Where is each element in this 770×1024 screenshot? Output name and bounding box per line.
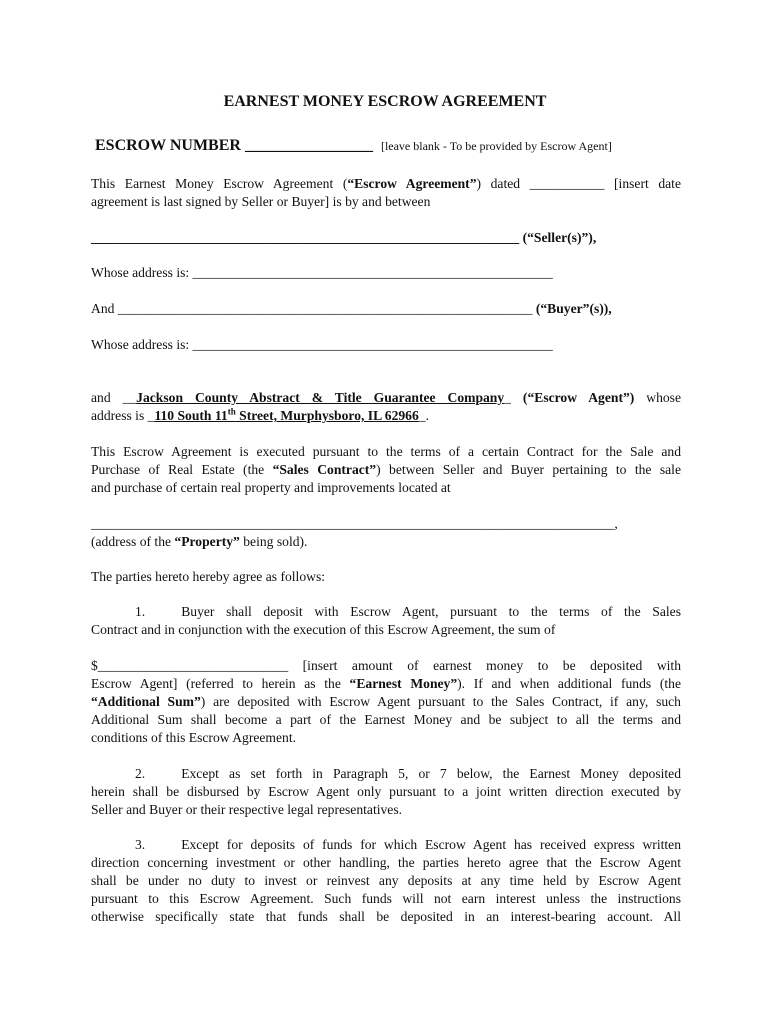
p3-line-1	[91, 836, 681, 854]
p3-line-3: shall be under no duty to invest or reinvest any deposits at any time held by Escrow Agent	[91, 873, 681, 888]
buyer-address-line: Whose address is: _____________________________________________________	[91, 337, 553, 352]
p3-number: 3.	[135, 837, 146, 852]
seller-blank: _______________________________________________________________	[91, 230, 520, 245]
earnest-money-term: “Earnest Money”	[349, 676, 458, 691]
seller-label: (“Seller(s)”),	[522, 230, 597, 245]
intro-escrow-agreement-term: “Escrow Agreement”	[347, 176, 477, 191]
p3-line-2: direction concerning investment or other handling, the parties hereto agree that the Escrow Agent	[91, 855, 681, 870]
additional-sum-term: “Additional Sum”	[91, 694, 201, 709]
escrow-agent-address-number: 110 South 11	[154, 408, 228, 423]
seller-address-line: Whose address is: _____________________________________________________	[91, 265, 553, 280]
contract-line-3: and purchase of certain real property and improvements located at	[91, 480, 451, 495]
intro-text-mid: ) dated ___________ [insert date	[476, 176, 681, 191]
buyer-label: (“Buyer”(s)),	[535, 301, 612, 316]
money-line-3	[91, 693, 681, 711]
escrow-agent-address-pre: address is _	[91, 408, 155, 423]
property-caption-post: being sold).	[239, 534, 308, 549]
seller-line	[91, 229, 596, 247]
p2-line-3: Seller and Buyer or their respective legal representatives.	[91, 802, 403, 817]
escrow-agent-line-1	[91, 389, 681, 407]
property-blank: _____________________________________________________________________________,	[91, 516, 618, 531]
p1-number: 1.	[135, 604, 146, 619]
p3-text-1: Except for deposits of funds for which Escrow Agent has received express written	[181, 837, 681, 852]
p3-line-4: pursuant to this Escrow Agreement. Such funds will not earn interest unless the instructions	[91, 891, 681, 906]
intro-line-1	[91, 175, 681, 193]
p1-line-1	[91, 603, 681, 621]
p1-text-1: Buyer shall deposit with Escrow Agent, pursuant to the terms of the Sales	[181, 604, 681, 619]
money-line-4: Additional Sum shall become a part of the Earnest Money and be subject to all the terms and	[91, 712, 681, 727]
escrow-agent-company: Jackson County Abstract & Title Guarantee Company	[136, 390, 505, 405]
escrow-agent-address-post: _.	[418, 408, 429, 423]
document-title: EARNEST MONEY ESCROW AGREEMENT	[223, 93, 547, 110]
agree-line: The parties hereto hereby agree as follows:	[91, 569, 326, 584]
escrow-agent-pre: and __	[91, 390, 137, 405]
contract-line-1: This Escrow Agreement is executed pursuant to the terms of a certain Contract for the Sale and	[91, 444, 681, 459]
sales-contract-term: “Sales Contract”	[272, 462, 377, 477]
escrow-number-line	[95, 137, 612, 155]
contract-line-2	[91, 461, 681, 479]
money-line-1: $____________________________ [insert amount of earnest money to be deposited with	[91, 658, 681, 673]
p2-number: 2.	[135, 766, 146, 781]
buyer-line	[91, 300, 612, 318]
property-caption-pre: (address of the	[91, 534, 175, 549]
buyer-blank: And _____________________________________________________________	[91, 301, 533, 316]
escrow-agent-label: (“Escrow Agent”)	[522, 390, 635, 405]
money-line-3-post: ) are deposited with Escrow Agent pursuant to the Sales Contract, if any, such	[200, 694, 681, 709]
p2-line-2: herein shall be disbursed by Escrow Agent only pursuant to a joint written direction executed by	[91, 784, 681, 799]
escrow-agent-address-sup: th	[227, 406, 236, 417]
escrow-agent-address-line	[91, 407, 429, 425]
p2-text-1: Except as set forth in Paragraph 5, or 7 below, the Earnest Money deposited	[181, 766, 681, 781]
p1-line-2: Contract and in conjunction with the execution of this Escrow Agreement, the sum of	[91, 622, 556, 637]
property-term: “Property”	[174, 534, 240, 549]
money-line-2-pre: Escrow Agent] (referred to herein as the	[91, 676, 350, 691]
contract-line-2-post: ) between Seller and Buyer pertaining to the sale	[376, 462, 681, 477]
escrow-agent-underscore: _	[504, 390, 511, 405]
escrow-agent-address-street: Street, Murphysboro, IL 62966	[235, 408, 419, 423]
intro-line-2: agreement is last signed by Seller or Buyer] is by and between	[91, 194, 431, 209]
money-line-2-post: ). If and when additional funds (the	[457, 676, 681, 691]
p3-line-5: otherwise specifically state that funds shall be deposited in an interest-bearing account. All	[91, 909, 681, 924]
contract-line-2-pre: Purchase of Real Estate (the	[91, 462, 273, 477]
escrow-number-label: ESCROW NUMBER ________________	[95, 137, 373, 154]
p2-line-1	[91, 765, 681, 783]
money-line-5: conditions of this Escrow Agreement.	[91, 730, 297, 745]
money-line-2	[91, 675, 681, 693]
escrow-agent-whose: whose	[646, 390, 681, 405]
property-caption	[91, 533, 307, 551]
intro-text-pre: This Earnest Money Escrow Agreement (	[91, 176, 348, 191]
escrow-number-note: [leave blank - To be provided by Escrow Agent]	[380, 139, 612, 153]
